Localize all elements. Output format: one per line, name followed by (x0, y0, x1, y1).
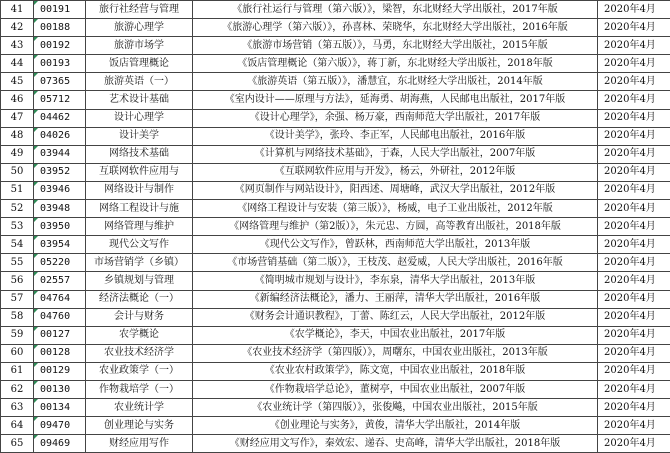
table-row (1, 272, 670, 290)
course-name-cell[interactable]: 财经应用写作 (86, 435, 193, 453)
row-number-cell: 47 (1, 109, 34, 127)
textbook-cell[interactable]: 《财经应用文写作》，秦效宏、递吞、史高峰，清华大学出版社，2018年版 (193, 435, 598, 453)
table-row (1, 127, 670, 145)
table-row (1, 308, 670, 326)
table-row (1, 399, 670, 417)
course-code-cell[interactable]: 00193 (34, 55, 86, 73)
exam-date-cell[interactable]: 2020年4月 (598, 218, 670, 236)
row-number-cell: 57 (1, 290, 34, 308)
textbook-cell[interactable]: 《作物栽培学总论》，董树亭，中国农业出版社，2007年版 (193, 380, 598, 398)
course-name-cell[interactable]: 网络设计与制作 (86, 181, 193, 199)
row-number-cell: 64 (1, 417, 34, 435)
course-name-cell[interactable]: 艺术设计基础 (86, 91, 193, 109)
course-code-cell[interactable]: 05220 (34, 254, 86, 272)
table-row (1, 218, 670, 236)
exam-date-cell[interactable]: 2020年4月 (598, 362, 670, 380)
row-number-cell: 45 (1, 73, 34, 91)
exam-date-cell[interactable]: 2020年4月 (598, 380, 670, 398)
table-row (1, 417, 670, 435)
exam-date-cell[interactable]: 2020年4月 (598, 435, 670, 453)
table-row (1, 362, 670, 380)
course-name-cell[interactable]: 农业统计学 (86, 399, 193, 417)
textbook-cell[interactable]: 《市场营销基础（第二版）》，王枝茂、赵爱威，人民大学出版社，2016年版 (193, 254, 598, 272)
table-row (1, 37, 670, 55)
course-name-cell[interactable]: 创业理论与实务 (86, 417, 193, 435)
exam-date-cell[interactable]: 2020年4月 (598, 163, 670, 181)
textbook-cell[interactable]: 《财务会计通识教程》，丁蕾、陈红云，人民大学出版社，2012年版 (193, 308, 598, 326)
course-code-cell[interactable]: 00127 (34, 326, 86, 344)
textbook-cell[interactable]: 《农学概论》，李天，中国农业出版社，2017年版 (193, 326, 598, 344)
row-number-cell: 42 (1, 19, 34, 37)
course-name-cell[interactable]: 设计心理学 (86, 109, 193, 127)
exam-date-cell[interactable]: 2020年4月 (598, 236, 670, 254)
course-code-cell[interactable]: 04026 (34, 127, 86, 145)
exam-date-cell[interactable]: 2020年4月 (598, 91, 670, 109)
row-number-cell: 62 (1, 380, 34, 398)
course-code-cell[interactable]: 04764 (34, 290, 86, 308)
course-name-cell[interactable]: 农业技术经济学 (86, 344, 193, 362)
textbook-cell[interactable]: 《农业农村政策学》，陈文宽，中国农业出版社，2018年版 (193, 362, 598, 380)
course-code-cell[interactable]: 00134 (34, 399, 86, 417)
row-number-cell: 63 (1, 399, 34, 417)
course-code-cell[interactable]: 09469 (34, 435, 86, 453)
course-code-cell[interactable]: 03950 (34, 218, 86, 236)
course-code-cell[interactable]: 03952 (34, 163, 86, 181)
textbook-cell[interactable]: 《互联网软件应用与开发》，杨云，外研社，2012年版 (193, 163, 598, 181)
textbook-cell[interactable]: 《简明城市规划与设计》，李东泉，清华大学出版社，2013年版 (193, 272, 598, 290)
course-code-cell[interactable]: 00128 (34, 344, 86, 362)
textbook-cell[interactable]: 《旅行社运行与管理（第六版）》，梁智，东北财经大学出版社，2017年版 (193, 1, 598, 19)
table-body (1, 1, 670, 453)
row-number-cell: 48 (1, 127, 34, 145)
course-name-cell[interactable]: 农学概论 (86, 326, 193, 344)
exam-date-cell[interactable]: 2020年4月 (598, 1, 670, 19)
exam-date-cell[interactable]: 2020年4月 (598, 399, 670, 417)
exam-date-cell[interactable]: 2020年4月 (598, 272, 670, 290)
table-row (1, 435, 670, 453)
table-row (1, 254, 670, 272)
row-number-cell: 43 (1, 37, 34, 55)
textbook-cell[interactable]: 《创业理论与实务》，黄俊，清华大学出版社，2014年版 (193, 417, 598, 435)
table-row (1, 91, 670, 109)
row-number-cell: 53 (1, 218, 34, 236)
textbook-cell[interactable]: 《设计心理学》，余强、杨万豪，西南师范大学出版社，2017年版 (193, 109, 598, 127)
table-row (1, 109, 670, 127)
textbook-cell[interactable]: 《旅游心理学（第六版）》，孙喜林、荣晓华，东北财经大学出版社，2016年版 (193, 19, 598, 37)
course-name-cell[interactable]: 网络技术基础 (86, 145, 193, 163)
course-code-cell[interactable]: 05712 (34, 91, 86, 109)
course-code-cell[interactable]: 03946 (34, 181, 86, 199)
course-code-cell[interactable]: 03944 (34, 145, 86, 163)
table-row (1, 380, 670, 398)
table-row (1, 1, 670, 19)
row-number-cell: 59 (1, 326, 34, 344)
course-name-cell[interactable]: 饭店管理概论 (86, 55, 193, 73)
course-name-cell[interactable]: 旅游英语（一） (86, 73, 193, 91)
exam-date-cell[interactable]: 2020年4月 (598, 308, 670, 326)
row-number-cell: 44 (1, 55, 34, 73)
table-row (1, 19, 670, 37)
textbook-cell[interactable]: 《网络管理与维护（第2版）》，朱元忠、方圆，高等教育出版社，2018年版 (193, 218, 598, 236)
row-number-cell: 61 (1, 362, 34, 380)
table-row (1, 145, 670, 163)
exam-date-cell[interactable]: 2020年4月 (598, 200, 670, 218)
course-name-cell[interactable]: 农业政策学（一） (86, 362, 193, 380)
exam-date-cell[interactable]: 2020年4月 (598, 73, 670, 91)
table-row (1, 163, 670, 181)
textbook-cell[interactable]: 《网页制作与网站设计》，阳西述、周塘峰，武汉大学出版社，2012年版 (193, 181, 598, 199)
textbook-cell[interactable]: 《设计美学》，张玲、李正军，人民邮电出版社，2016年版 (193, 127, 598, 145)
row-number-cell: 56 (1, 272, 34, 290)
course-name-cell[interactable]: 互联网软件应用与 (86, 163, 193, 181)
row-number-cell: 51 (1, 181, 34, 199)
course-code-cell[interactable]: 09470 (34, 417, 86, 435)
course-code-cell[interactable]: 02557 (34, 272, 86, 290)
table-row (1, 290, 670, 308)
row-number-cell: 50 (1, 163, 34, 181)
course-name-cell[interactable]: 网络管理与维护 (86, 218, 193, 236)
course-name-cell[interactable]: 网络工程设计与施 (86, 200, 193, 218)
textbook-cell[interactable]: 《旅游英语（第五版）》，潘慧宜，东北财经大学出版社，2014年版 (193, 73, 598, 91)
course-code-cell[interactable]: 04760 (34, 308, 86, 326)
course-name-cell[interactable]: 现代公文写作 (86, 236, 193, 254)
row-number-cell: 60 (1, 344, 34, 362)
textbook-cell[interactable]: 《网络工程设计与安装（第三版）》，杨威，电子工业出版社，2012年版 (193, 200, 598, 218)
exam-date-cell[interactable]: 2020年4月 (598, 127, 670, 145)
table-row (1, 236, 670, 254)
table-row (1, 200, 670, 218)
exam-date-cell[interactable]: 2020年4月 (598, 326, 670, 344)
exam-date-cell[interactable]: 2020年4月 (598, 37, 670, 55)
course-code-cell[interactable]: 00192 (34, 37, 86, 55)
table-row (1, 55, 670, 73)
course-code-cell[interactable]: 04462 (34, 109, 86, 127)
exam-date-cell[interactable]: 2020年4月 (598, 145, 670, 163)
row-number-cell: 46 (1, 91, 34, 109)
row-number-cell: 65 (1, 435, 34, 453)
exam-date-cell[interactable]: 2020年4月 (598, 181, 670, 199)
textbook-cell[interactable]: 《农业统计学（第四版）》，张俊飚，中国农业出版社，2015年版 (193, 399, 598, 417)
textbook-cell[interactable]: 《农业技术经济学（第四版）》，周曙东，中国农业出版社，2013年版 (193, 344, 598, 362)
row-number-cell: 41 (1, 1, 34, 19)
table-row (1, 344, 670, 362)
course-code-cell[interactable]: 00129 (34, 362, 86, 380)
row-number-cell: 55 (1, 254, 34, 272)
course-name-cell[interactable]: 设计美学 (86, 127, 193, 145)
course-name-cell[interactable]: 经济法概论（一） (86, 290, 193, 308)
exam-date-cell[interactable]: 2020年4月 (598, 344, 670, 362)
textbook-cell[interactable]: 《计算机与网络技术基础》，于森，人民大学出版社，2007年版 (193, 145, 598, 163)
textbook-cell[interactable]: 《室内设计——原理与方法》，延海勇、胡海燕，人民邮电出版社，2017年版 (193, 91, 598, 109)
course-name-cell[interactable]: 作物栽培学（一） (86, 380, 193, 398)
textbook-cell[interactable]: 《现代公文写作》，曾跃林，西南师范大学出版社，2013年版 (193, 236, 598, 254)
course-name-cell[interactable]: 市场营销学（乡镇） (86, 254, 193, 272)
table-row (1, 73, 670, 91)
textbook-cell[interactable]: 《旅游市场营销（第五版）》，马勇，东北财经大学出版社，2015年版 (193, 37, 598, 55)
exam-date-cell[interactable]: 2020年4月 (598, 55, 670, 73)
row-number-cell: 52 (1, 200, 34, 218)
course-code-cell[interactable]: 07365 (34, 73, 86, 91)
course-code-cell[interactable]: 00191 (34, 1, 86, 19)
row-number-cell: 54 (1, 236, 34, 254)
exam-date-cell[interactable]: 2020年4月 (598, 290, 670, 308)
course-name-cell[interactable]: 会计与财务 (86, 308, 193, 326)
course-code-cell[interactable]: 00130 (34, 380, 86, 398)
table-row (1, 181, 670, 199)
exam-date-cell[interactable]: 2020年4月 (598, 417, 670, 435)
course-code-cell[interactable]: 03954 (34, 236, 86, 254)
course-name-cell[interactable]: 旅行社经营与管理 (86, 1, 193, 19)
course-code-cell[interactable]: 03948 (34, 200, 86, 218)
textbook-cell[interactable]: 《新编经济法概论》，潘力、王丽萍，清华大学出版社，2016年版 (193, 290, 598, 308)
exam-date-cell[interactable]: 2020年4月 (598, 19, 670, 37)
course-code-cell[interactable]: 00188 (34, 19, 86, 37)
row-number-cell: 58 (1, 308, 34, 326)
row-number-cell: 49 (1, 145, 34, 163)
course-name-cell[interactable]: 旅游市场学 (86, 37, 193, 55)
table-row (1, 326, 670, 344)
course-name-cell[interactable]: 乡镇规划与管理 (86, 272, 193, 290)
exam-date-cell[interactable]: 2020年4月 (598, 254, 670, 272)
course-name-cell[interactable]: 旅游心理学 (86, 19, 193, 37)
textbook-cell[interactable]: 《饭店管理概论（第六版）》，蒋丁新，东北财经大学出版社，2018年版 (193, 55, 598, 73)
exam-date-cell[interactable]: 2020年4月 (598, 109, 670, 127)
